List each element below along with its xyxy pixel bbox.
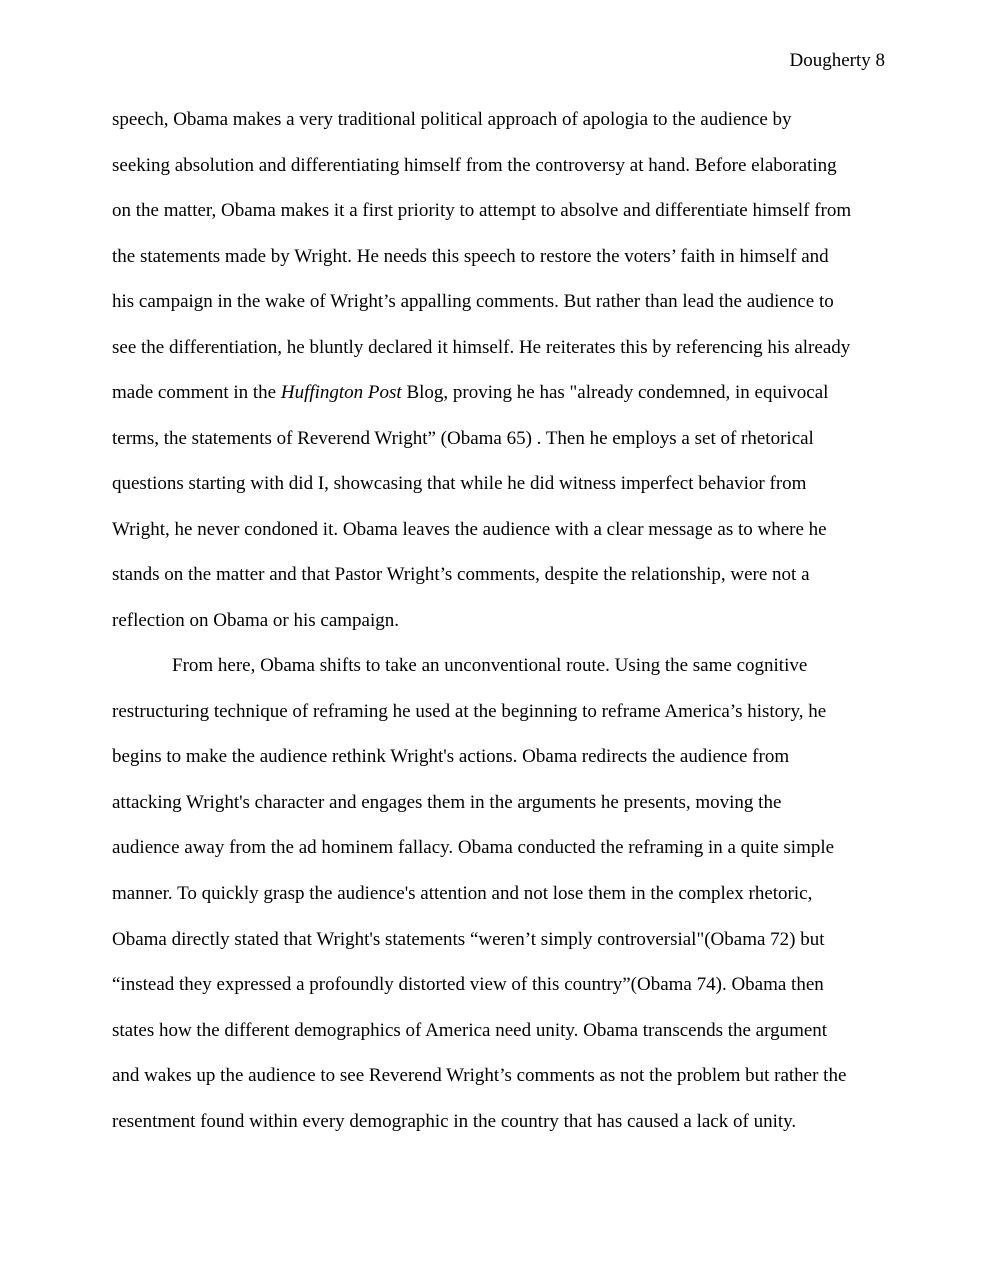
text-line: on the matter, Obama makes it a first priority to attempt to absolve and differentiate himself from: [112, 200, 852, 221]
text-line: see the differentiation, he bluntly declared it himself. He reiterates this by referencing his already: [112, 337, 851, 358]
text-line: restructuring technique of reframing he used at the beginning to reframe America’s history, he: [112, 701, 827, 722]
text-line: questions starting with did I, showcasing that while he did witness imperfect behavior from: [112, 473, 807, 494]
text-line: begins to make the audience rethink Wright's actions. Obama redirects the audience from: [112, 746, 790, 767]
text-span: made comment in the: [112, 382, 281, 403]
publication-title: Huffington Post: [280, 382, 402, 403]
text-line: seeking absolution and differentiating himself from the controversy at hand. Before elaborating: [112, 155, 837, 176]
text-line: Obama directly stated that Wright's statements “weren’t simply controversial"(Obama 72) but: [112, 929, 825, 950]
text-line: speech, Obama makes a very traditional political approach of apologia to the audience by: [112, 109, 792, 130]
text-line: terms, the statements of Reverend Wright” (Obama 65) . Then he employs a set of rhetorical: [112, 428, 814, 449]
text-line: reflection on Obama or his campaign.: [112, 610, 400, 631]
text-line: states how the different demographics of America need unity. Obama transcends the argument: [112, 1020, 828, 1041]
text-line: audience away from the ad hominem fallacy. Obama conducted the reframing in a quite simple: [112, 837, 835, 858]
text-line: and wakes up the audience to see Reverend Wright’s comments as not the problem but rather the: [112, 1065, 847, 1086]
text-line: manner. To quickly grasp the audience's attention and not lose them in the complex rhetoric,: [112, 883, 813, 904]
text-line: stands on the matter and that Pastor Wright’s comments, despite the relationship, were not a: [112, 564, 810, 585]
text-line: attacking Wright's character and engages them in the arguments he presents, moving the: [112, 792, 782, 813]
text-span: Blog, proving he has "already condemned, in equivocal: [401, 382, 829, 403]
text-line: his campaign in the wake of Wright’s appalling comments. But rather than lead the audience to: [112, 291, 834, 312]
text-line: Wright, he never condoned it. Obama leaves the audience with a clear message as to where he: [112, 519, 827, 540]
page-number-header: Dougherty 8: [789, 50, 885, 71]
text-line: “instead they expressed a profoundly distorted view of this country”(Obama 74). Obama then: [112, 974, 824, 995]
text-line: resentment found within every demographic in the country that has caused a lack of unity.: [112, 1111, 797, 1132]
text-line: From here, Obama shifts to take an unconventional route. Using the same cognitive: [172, 655, 808, 676]
text-line: [112, 379, 828, 406]
text-line: the statements made by Wright. He needs this speech to restore the voters’ faith in himself and: [112, 246, 829, 267]
